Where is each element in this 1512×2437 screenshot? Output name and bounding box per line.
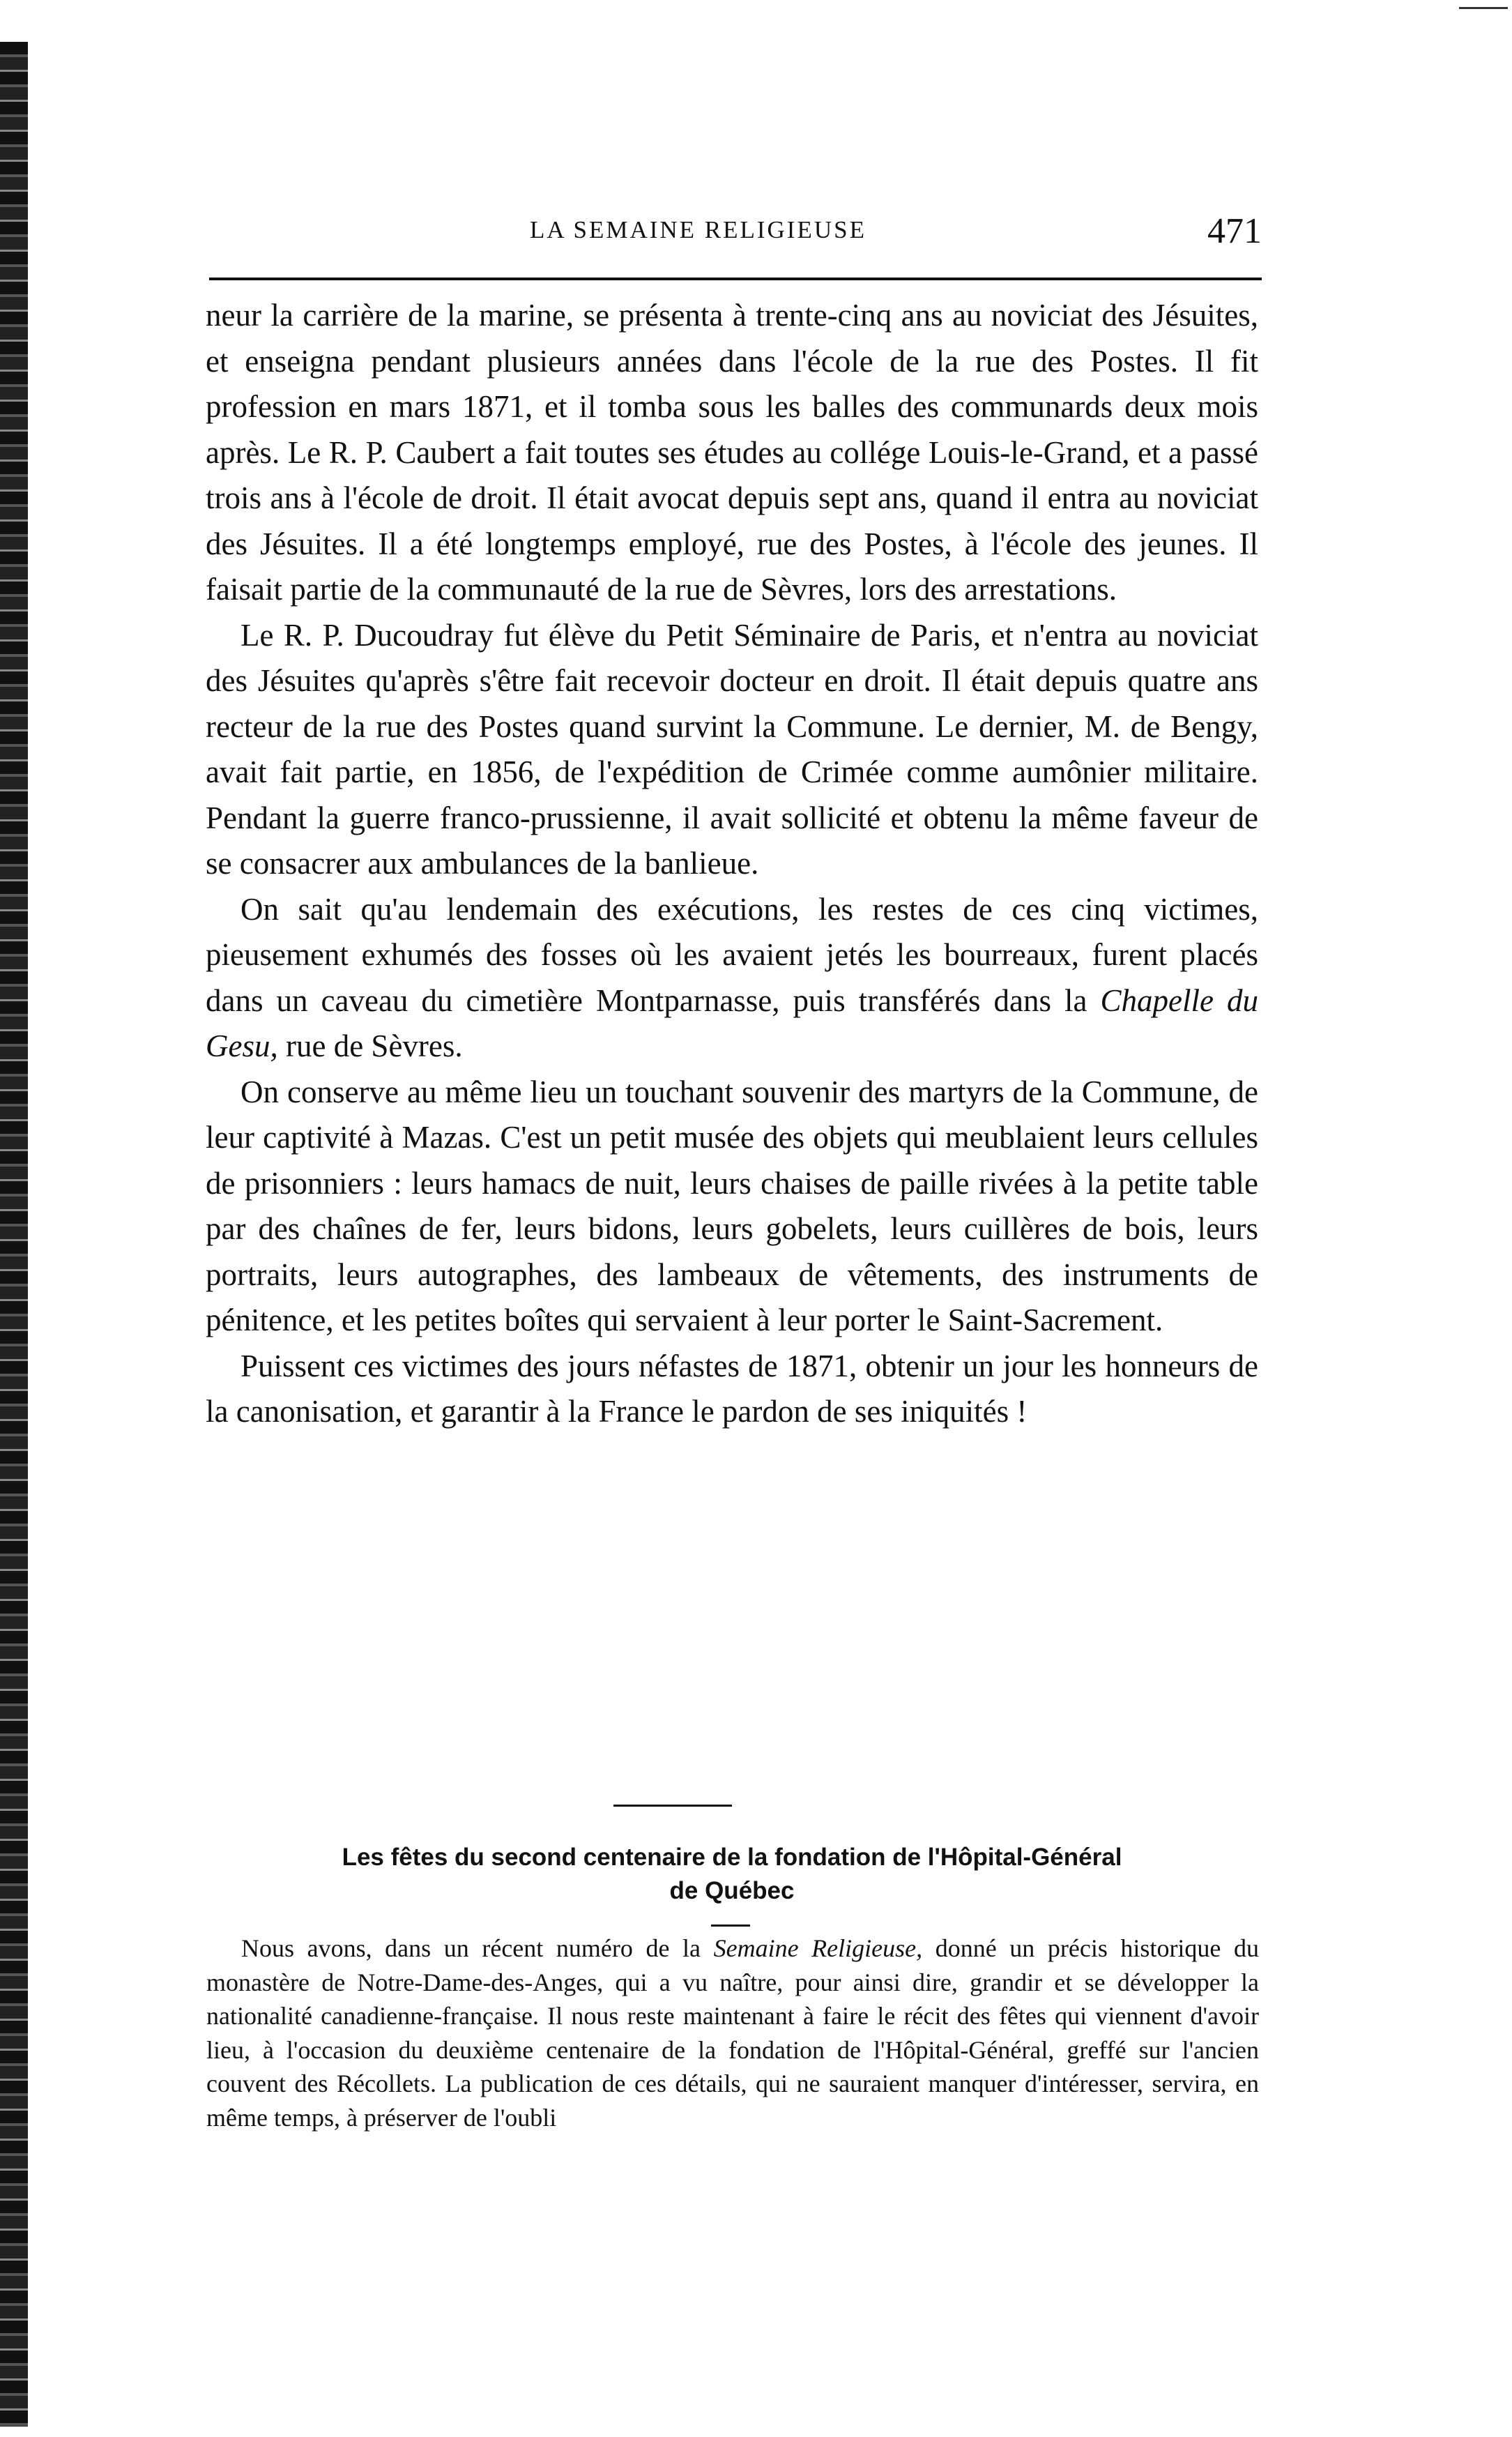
- paragraph-3: [206, 887, 1258, 1070]
- article-paragraph: [206, 1931, 1259, 2134]
- paragraph-3-italic: Chapelle du Gesu,: [206, 982, 1258, 1063]
- page-binding-edge: [0, 42, 28, 2427]
- running-title: LA SEMAINE RELIGIEUSE: [530, 216, 866, 243]
- section-heading: [206, 1841, 1258, 1908]
- paragraph-1: neur la carrière de la marine, se présenta à trente-cinq ans au noviciat des Jésuites, et enseigna pendant plusieurs années dans l'école de la rue des Postes. Il fit profession en mars 1871, et il tomba sous les balles des communards deux mois après. Le R. P. Caubert a fait toutes ses études au collége Louis-le-Grand, et a passé trois ans à l'école de droit. Il était avocat depuis sept ans, quand il entra au noviciat des Jésuites. Il a été longtemps employé, rue des Postes, à l'école des jeunes. Il faisait partie de la communauté de la rue de Sèvres, lors des arrestations.: [206, 298, 1258, 607]
- section-separator: [613, 1805, 732, 1807]
- section-heading-line-2: de Québec: [669, 1877, 795, 1904]
- paragraph-3-text-b: rue de Sèvres.: [277, 1028, 463, 1063]
- header-rule: [209, 278, 1262, 280]
- article-text-a: Nous avons, dans un récent numéro de la: [241, 1934, 714, 1962]
- paragraph-2: Le R. P. Ducoudray fut élève du Petit Séminaire de Paris, et n'entra au noviciat des Jésuites qu'après s'être fait recevoir docteur en droit. Il était depuis quatre ans recteur de la rue des Postes quand survint la Commune. Le dernier, M. de Bengy, avait fait partie, en 1856, de l'expédition de Crimée comme aumônier militaire. Pendant la guerre franco-prussienne, il avait sollicité et obtenu la même faveur de se consacrer aux ambulances de la banlieue.: [206, 617, 1258, 881]
- page-number: 471: [1207, 211, 1262, 251]
- paragraph-4: On conserve au même lieu un touchant souvenir des martyrs de la Commune, de leur captivité à Mazas. C'est un petit musée des objets qui meublaient leurs cellules de prisonniers : leurs hamacs de nuit, leurs chaises de paille rivées à la petite table par des chaînes de fer, leurs bidons, leurs gobelets, leurs cuillères de bois, leurs portraits, leurs autographes, des lambeaux de vêtements, des instruments de pénitence, et les petites boîtes qui servaient à leur porter le Saint-Sacrement.: [206, 1074, 1258, 1337]
- page-header: [202, 209, 1262, 258]
- section-heading-line-1: Les fêtes du second centenaire de la fondation de l'Hôpital-Général: [342, 1844, 1122, 1871]
- heading-rule: [711, 1924, 750, 1927]
- main-text: [206, 293, 1258, 1435]
- article-italic: Semaine Religieuse,: [713, 1934, 923, 1962]
- article-text-b: donné un précis historique du monastère de Notre-Dame-des-Anges, qui a vu naître, pour ainsi dire, grandir et se développer la nationalité canadienne-française. Il nous reste maintenant à faire le récit des fêtes qui viennent d'avoir lieu, à l'occasion du deuxième centenaire de la fondation de l'Hôpital-Général, greffé sur l'ancien couvent des Récollets. La publication de ces détails, qui ne sauraient manquer d'intéresser, servira, en même temps, à préserver de l'oubli: [206, 1934, 1260, 2132]
- article-text: [206, 1931, 1259, 2134]
- paragraph-5: Puissent ces victimes des jours néfastes de 1871, obtenir un jour les honneurs de la canonisation, et garantir à la France le pardon de ses iniquités !: [206, 1348, 1258, 1429]
- paragraph-3-text-a: On sait qu'au lendemain des exécutions, les restes de ces cinq victimes, pieusement exhumés des fosses où les avaient jetés les bourreaux, furent placés dans un caveau du cimetière Montparnasse, puis transférés dans la: [206, 891, 1258, 1018]
- scan-corner-mark: [1459, 7, 1508, 9]
